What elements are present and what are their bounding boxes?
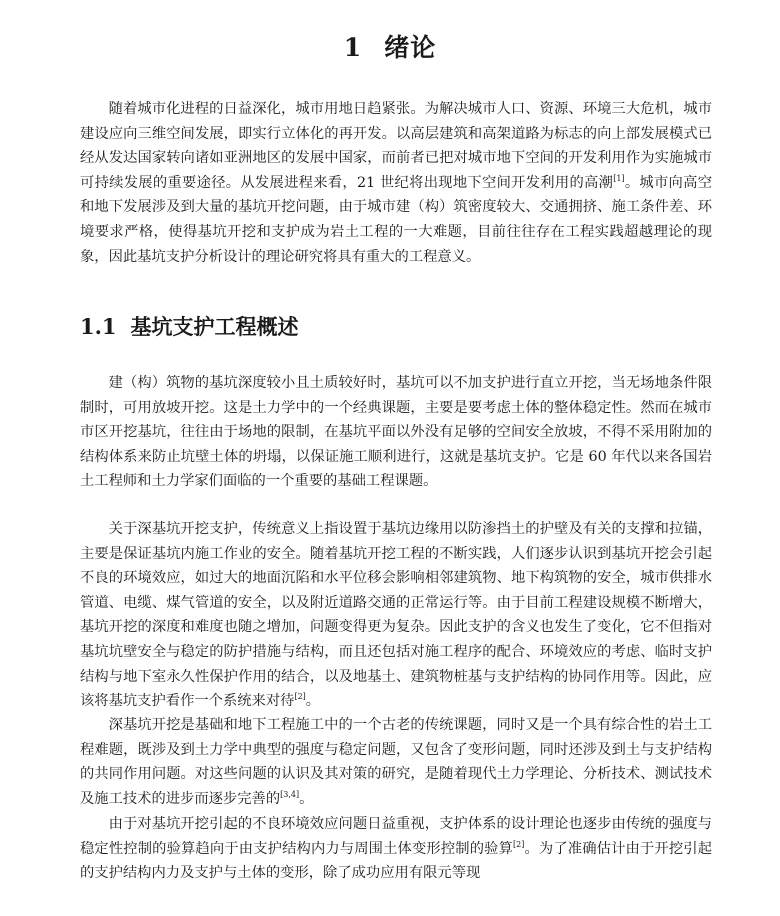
citation: [2]	[513, 839, 525, 849]
citation: [1]	[613, 174, 625, 184]
citation: [2]	[294, 692, 306, 702]
paragraph-3: 深基坑开挖是基础和地下工程施工中的一个古老的传统课题，同时又是一个具有综合性的岩土工程难题，既涉及到土力学中典型的强度与稳定问题，又包含了变形问题，同时还涉及到土与支护结构的共同作用问题。对这些问题的认识及其对策的研究，是随着现代土力学理论、分析技术、测试技术及施工技术的进步而逐步完善的[3,4]。	[80, 717, 712, 807]
citation: [3,4]	[280, 790, 300, 800]
chapter-title-text: 绪论	[384, 33, 437, 62]
section-number: 1.1	[80, 314, 117, 339]
paragraph-1: 建（构）筑物的基坑深度较小且土质较好时，基坑可以不加支护进行直立开挖，当无场地条件限制时，可用放坡开挖。这是土力学中的一个经典课题，主要是要考虑土体的整体稳定性。然而在城市市区开挖基坑，往往由于场地的限制，在基坑平面以外没有足够的空间安全放坡，不得不采用附加的结构体系来防止坑壁土体的坍塌，以保证施工顺利进行，这就是基坑支护。它是 60 年代以来各国岩土工程师和土力学家们面临的一个重要的基础工程课题。	[80, 375, 712, 490]
paragraph-2: 关于深基坑开挖支护，传统意义上指设置于基坑边缘用以防渗挡土的护壁及有关的支撑和拉锚，主要是保证基坑内施工作业的安全。随着基坑开挖工程的不断实践，人们逐步认识到基坑开挖会引起不良的环境效应，如过大的地面沉陷和水平位移会影响相邻建筑物、地下构筑物的安全，城市供排水管道、电缆、煤气管道的安全，以及附近道路交通的正常运行等。由于目前工程建设规模不断增大，基坑开挖的深度和难度也随之增加，问题变得更为复杂。因此支护的含义也发生了变化，它不但指对基坑坑壁安全与稳定的防护措施与结构，而且还包括对施工程序的配合、环境效应的考虑、临时支护结构与地下室永久性保护作用的结合，以及地基土、建筑物桩基与支护结构的协同作用等。因此，应该将基坑支护看作一个系统来对待[2]。	[80, 521, 712, 710]
paragraph-4: 由于对基坑开挖引起的不良环境效应问题日益重视，支护体系的设计理论也逐步由传统的强度与稳定性控制的验算趋向于由支护结构内力与周围土体变形控制的验算[2]。为了准确估计由于开挖引起的支护结构内力及支护与土体的变形，除了成功应用有限元等现	[80, 816, 712, 882]
intro-paragraph: 随着城市化进程的日益深化，城市用地日趋紧张。为解决城市人口、资源、环境三大危机，城市建设应向三维空间发展，即实行立体化的再开发。以高层建筑和高架道路为标志的向上部发展模式已经从发达国家转向诸如亚洲地区的发展中国家，而前者已把对城市地下空间的开发利用作为实施城市可持续发展的重要途径。从发展进程来看，21 世纪将出现地下空间开发利用的高潮[1]。城市向高空和地下发展涉及到大量的基坑开挖问题，由于城市建（构）筑密度较大、交通拥挤、施工条件差、环境要求严格，使得基坑开挖和支护成为岩土工程的一大难题，目前往往存在工程实践超越理论的现象，因此基坑支护分析设计的理论研究将具有重大的工程意义。	[80, 101, 713, 265]
section-heading	[80, 311, 299, 341]
section-title: 基坑支护工程概述	[130, 314, 299, 339]
chapter-title	[0, 28, 780, 64]
chapter-number: 1	[343, 33, 363, 62]
